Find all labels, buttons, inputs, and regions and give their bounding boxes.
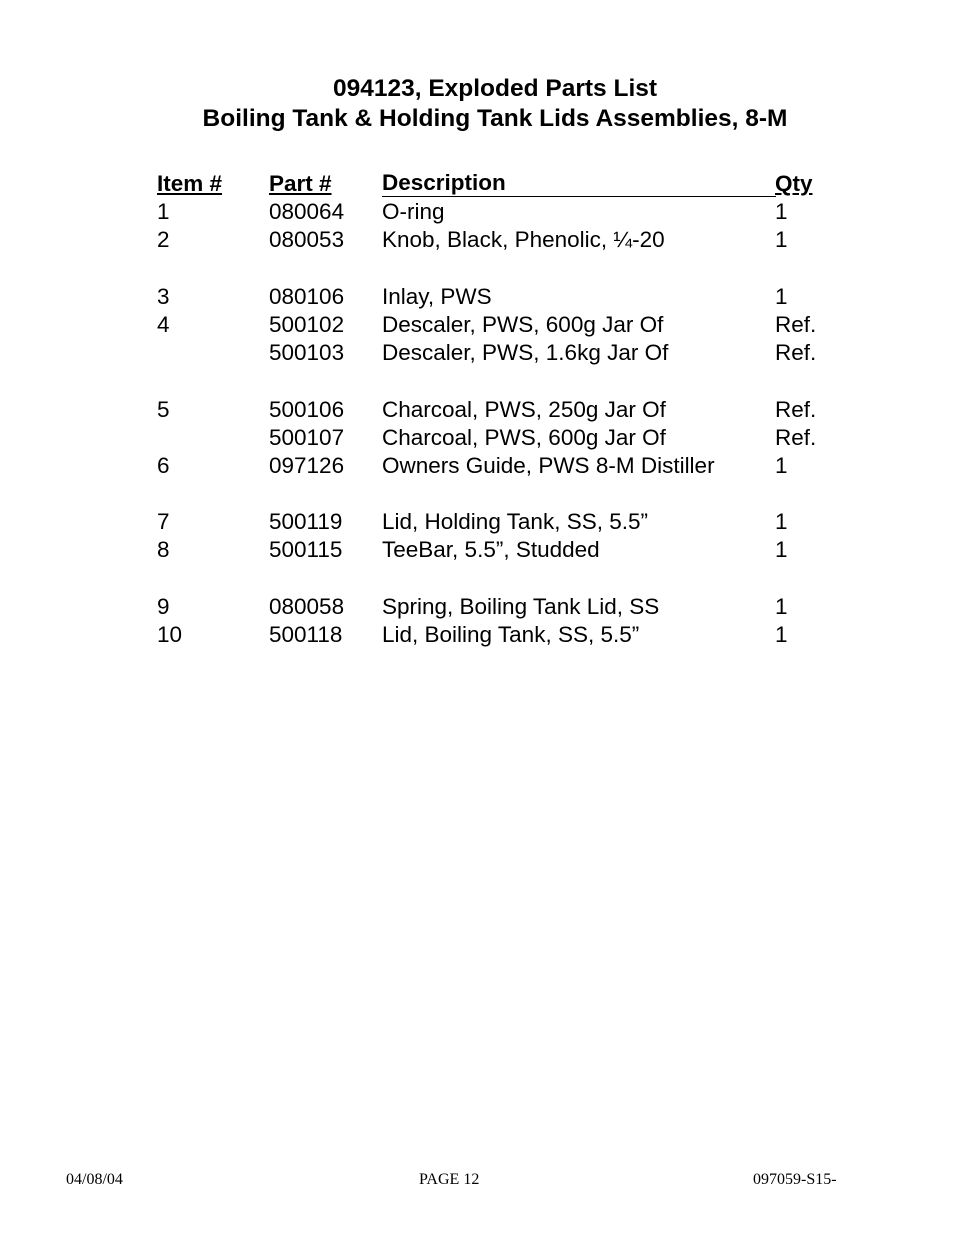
description-cell: TeeBar, 5.5”, Studded [382, 537, 600, 563]
qty-cell: Ref. [775, 396, 817, 422]
title-line-2: Boiling Tank & Holding Tank Lids Assemblies, 8-M [202, 105, 788, 132]
header-qty: Qty [775, 171, 813, 196]
qty-cell: 1 [775, 622, 788, 647]
part-number-cell: 500107 [269, 424, 345, 450]
table-spacer-row [157, 367, 819, 395]
description-cell: Charcoal, PWS, 600g Jar Of [382, 424, 666, 450]
item-number-cell: 4 [157, 311, 170, 337]
description-cell: Charcoal, PWS, 250g Jar Of [382, 396, 666, 422]
item-number-cell: 10 [157, 622, 183, 647]
description-cell: Lid, Boiling Tank, SS, 5.5” [382, 622, 640, 647]
table-spacer-row [157, 565, 819, 593]
item-number-cell: 8 [157, 537, 170, 563]
document-title [0, 74, 954, 134]
item-number-cell: 5 [157, 396, 170, 422]
table-header-row [157, 170, 819, 198]
description-cell: Knob, Black, Phenolic, ¼-20 [382, 227, 665, 253]
part-number-cell: 500106 [269, 396, 345, 422]
table-row [157, 396, 819, 424]
table-row [157, 593, 819, 621]
description-cell: Descaler, PWS, 1.6kg Jar Of [382, 340, 669, 366]
page-footer [0, 1169, 954, 1191]
table-row [157, 283, 819, 311]
qty-cell: 1 [775, 593, 788, 619]
part-number-cell: 500103 [269, 340, 345, 366]
table-row [157, 424, 819, 452]
part-number-cell: 080064 [269, 199, 345, 225]
qty-cell: Ref. [775, 424, 817, 450]
description-cell: Descaler, PWS, 600g Jar Of [382, 311, 664, 337]
table-spacer-row [157, 480, 819, 508]
part-number-cell: 080106 [269, 283, 345, 309]
description-cell: Lid, Holding Tank, SS, 5.5” [382, 509, 648, 535]
table-row [157, 508, 819, 536]
part-number-cell: 080058 [269, 593, 345, 619]
table-row [157, 226, 819, 254]
table-spacer-row [157, 255, 819, 283]
qty-cell: 1 [775, 537, 788, 563]
footer-date: 04/08/04 [66, 1171, 123, 1188]
item-number-cell: 1 [157, 199, 170, 225]
qty-cell: 1 [775, 283, 788, 309]
description-cell: Inlay, PWS [382, 283, 492, 309]
table-row [157, 311, 819, 339]
part-number-cell: 500115 [269, 537, 343, 563]
qty-cell: Ref. [775, 340, 817, 366]
qty-cell: 1 [775, 452, 788, 478]
item-number-cell: 7 [157, 509, 170, 535]
table-row [157, 452, 819, 480]
parts-table [157, 170, 819, 649]
qty-cell: 1 [775, 227, 788, 253]
item-number-cell: 9 [157, 593, 170, 619]
table-body [157, 198, 819, 649]
item-number-cell: 3 [157, 283, 170, 309]
title-line-1: 094123, Exploded Parts List [332, 75, 658, 102]
footer-document-number: 097059-S15- [753, 1171, 837, 1188]
part-number-cell: 500119 [269, 509, 343, 535]
table-row [157, 339, 819, 367]
header-description: Description [382, 170, 776, 197]
description-cell: Owners Guide, PWS 8-M Distiller [382, 452, 715, 478]
qty-cell: 1 [775, 509, 788, 535]
qty-cell: 1 [775, 199, 788, 225]
header-item-number: Item # [157, 171, 223, 196]
part-number-cell: 500102 [269, 311, 345, 337]
header-part-number: Part # [269, 171, 332, 196]
table-row [157, 198, 819, 226]
item-number-cell: 2 [157, 227, 170, 253]
part-number-cell: 500118 [269, 622, 343, 647]
item-number-cell: 6 [157, 452, 170, 478]
footer-page-number: PAGE 12 [419, 1171, 480, 1188]
part-number-cell: 080053 [269, 227, 345, 253]
qty-cell: Ref. [775, 311, 817, 337]
description-cell: Spring, Boiling Tank Lid, SS [382, 593, 660, 619]
table-row [157, 536, 819, 564]
description-cell: O-ring [382, 199, 445, 225]
part-number-cell: 097126 [269, 452, 345, 478]
table-row [157, 621, 819, 649]
